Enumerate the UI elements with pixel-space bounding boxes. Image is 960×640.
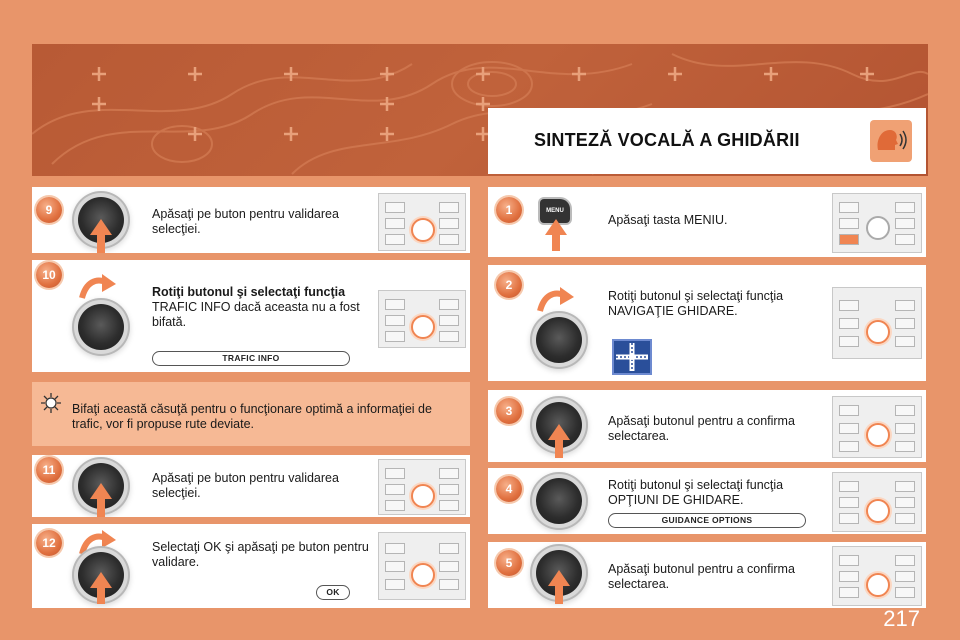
step-number-badge: 9 [36,197,62,223]
radio-device-image [832,472,922,532]
menu-option-trafic-info[interactable]: TRAFIC INFO [152,351,350,366]
step-text: Apăsaţi pe buton pentru validarea selecţiei. [152,207,339,236]
step-text: Apăsaţi butonul pentru a confirma selectarea. [608,562,795,591]
step-number-badge: 3 [496,398,522,424]
menu-option-ok[interactable]: OK [316,585,350,600]
press-arrow-icon [90,219,112,235]
step-text: Rotiţi butonul şi selectaţi funcţia NAVIGAŢIE GHIDARE. [608,289,784,318]
step-number-badge: 4 [496,476,522,502]
rotate-arrow-icon [536,285,576,315]
step-panel-10 [32,260,470,372]
step-text: Selectaţi OK şi apăsaţi pe buton pentru validare. [152,540,369,569]
radio-device-image [378,290,466,348]
press-arrow-icon [548,570,570,586]
press-arrow-stem [555,586,563,604]
step-number-badge: 5 [496,550,522,576]
menu-key-button[interactable]: MENU [540,199,570,223]
navigation-crossroads-icon [612,339,652,375]
page-number: 217 [883,606,920,631]
press-arrow-stem [555,440,563,458]
step-panel-1 [488,187,926,257]
title-box [488,108,926,174]
press-arrow-icon [545,219,567,235]
step-panel-2 [488,265,926,381]
step-number-badge: 1 [496,197,522,223]
radio-device-image [378,532,466,600]
press-arrow-stem [97,586,105,604]
step-panel-11 [32,455,470,517]
step-text: Apăsaţi butonul pentru a confirma selectarea. [608,414,795,443]
menu-option-guidance-options[interactable]: GUIDANCE OPTIONS [608,513,806,528]
radio-device-image [378,193,466,251]
step-text: Rotiţi butonul şi selectaţi funcţia OPŢIUNI DE GHIDARE. [608,478,784,507]
step-panel-4 [488,468,926,534]
step-text: Apăsaţi tasta MENIU. [608,213,728,227]
voice-speech-icon [870,120,912,162]
rotary-knob[interactable] [536,478,582,524]
step-panel-12 [32,524,470,608]
press-arrow-stem [97,499,105,517]
step-text: Apăsaţi pe buton pentru validarea selecţiei. [152,471,339,500]
step-number-badge: 12 [36,530,62,556]
press-arrow-icon [90,483,112,499]
rotary-knob[interactable] [536,317,582,363]
radio-device-image [832,396,922,458]
press-arrow-stem [97,235,105,253]
step-text-bold: Rotiţi butonul şi selectaţi funcţia [152,285,346,299]
step-number-badge: 2 [496,272,522,298]
sun-tip-icon [40,392,62,414]
radio-device-image [378,459,466,515]
tip-text: Bifaţi această căsuţă pentru o funcţionare optimă a informaţiei de trafic, vor fi propuse rute deviate. [72,402,432,431]
step-text-rest: TRAFIC INFO dacă aceasta nu a fost bifată. [152,300,360,329]
rotate-arrow-icon [78,272,118,302]
rotary-knob[interactable] [78,304,124,350]
step-text [152,285,382,330]
page-title: SINTEZĂ VOCALĂ A GHIDĂRII [534,130,800,150]
press-arrow-icon [90,572,112,588]
press-arrow-icon [548,424,570,440]
radio-device-image [832,546,922,606]
press-arrow-stem [552,233,560,251]
step-number-badge: 11 [36,457,62,483]
step-panel-5 [488,542,926,608]
radio-device-image [832,287,922,359]
step-panel-3 [488,390,926,462]
step-panel-9 [32,187,470,253]
radio-device-image [832,193,922,253]
step-number-badge: 10 [36,262,62,288]
tip-box [32,382,470,446]
